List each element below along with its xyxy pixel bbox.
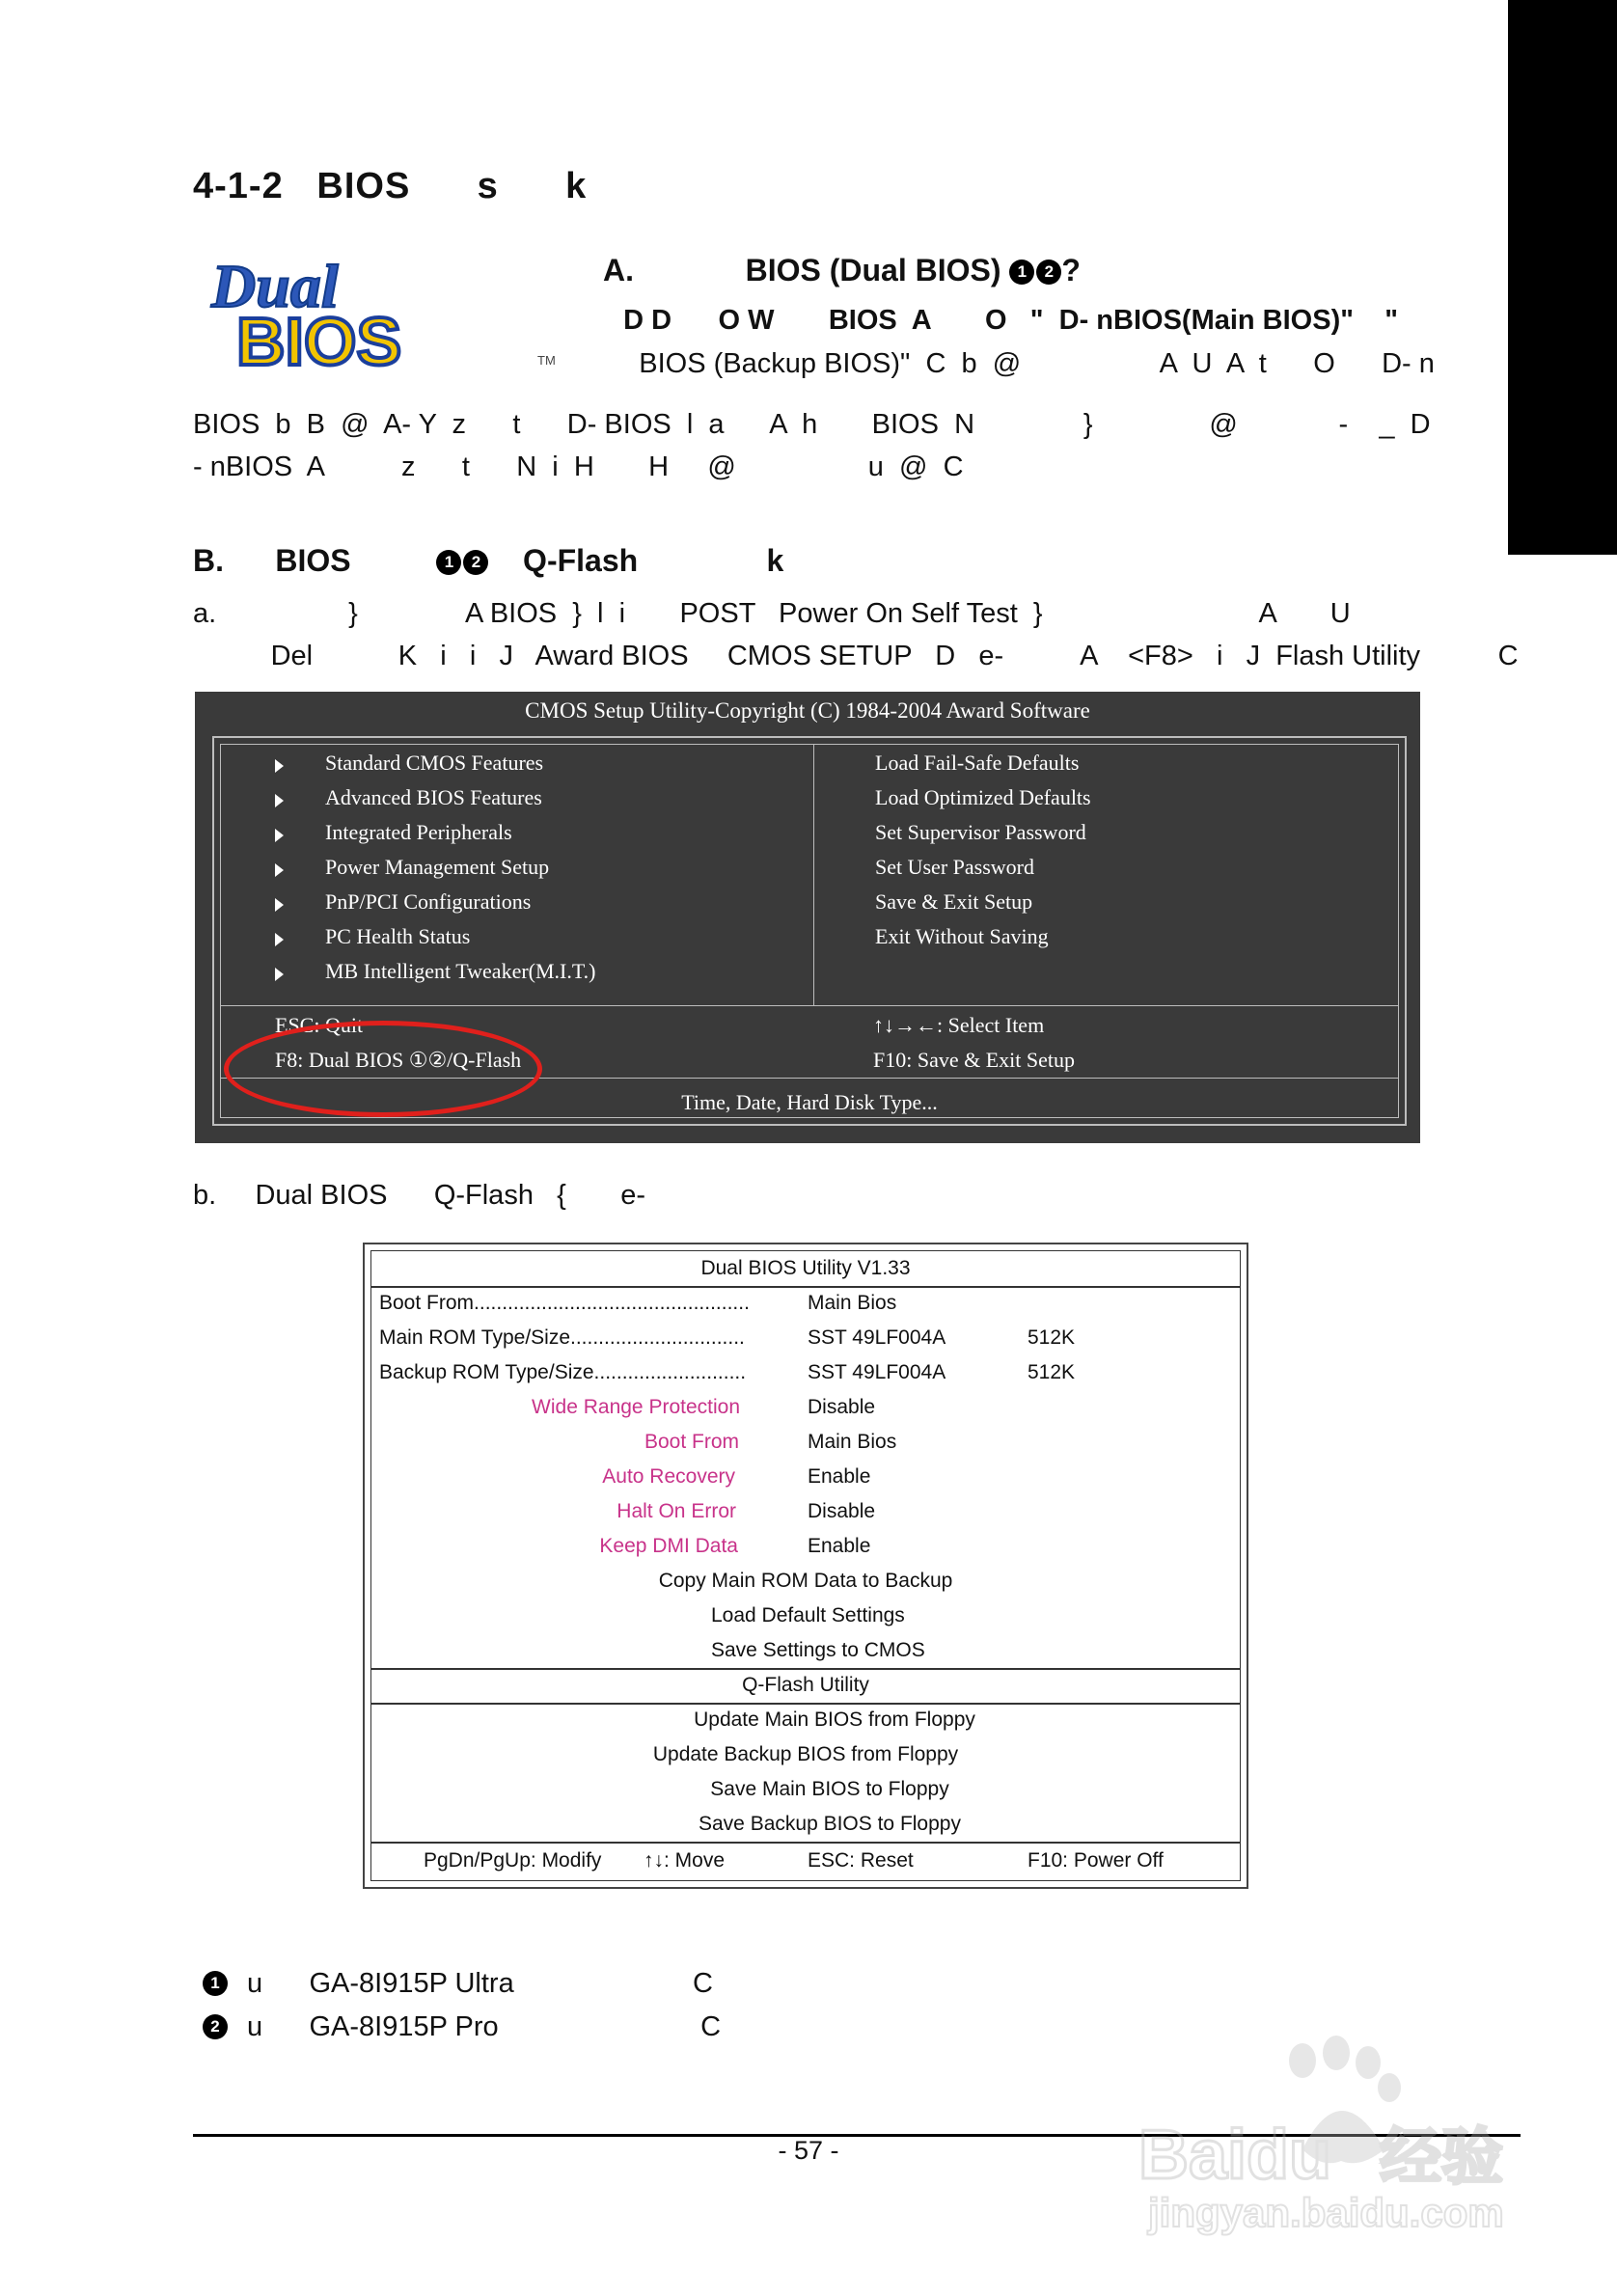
submenu-arrow-icon [275, 794, 284, 807]
action-load-defaults[interactable]: Load Default Settings [711, 1604, 905, 1626]
dual-bios-utility-screen [363, 1243, 1248, 1889]
option-halt-on-error[interactable]: Halt On Error [617, 1500, 736, 1522]
menu-save-exit[interactable]: Save & Exit Setup [875, 889, 1033, 914]
section-a-line-2: BIOS (Backup BIOS)" C b @ A U A t O D- n [600, 348, 1435, 379]
option-value-boot-from[interactable]: Main Bios [808, 1431, 897, 1453]
option-value-auto-recovery[interactable]: Enable [808, 1465, 871, 1488]
circled-two-icon: 2 [1036, 260, 1061, 285]
option-value-halt-on-error[interactable]: Disable [808, 1500, 876, 1522]
submenu-arrow-icon [275, 863, 284, 877]
qflash-title: Q-Flash Utility [742, 1674, 869, 1696]
logo-tm: TM [537, 353, 556, 368]
cmos-help-text: Time, Date, Hard Disk Type... [681, 1090, 938, 1114]
menu-pc-health[interactable]: PC Health Status [325, 924, 471, 948]
qflash-save-main[interactable]: Save Main BIOS to Floppy [710, 1778, 949, 1800]
cmos-title: CMOS Setup Utility-Copyright (C) 1984-2004 Award Software [525, 698, 1090, 723]
section-a-title-text: A. BIOS (Dual BIOS) [603, 253, 1010, 287]
hint-f8-dual-bios: F8: Dual BIOS ①②/Q-Flash [275, 1048, 522, 1072]
hint-f10-save: F10: Save & Exit Setup [873, 1048, 1075, 1072]
hint-select-item: ↑↓→←: Select Item [873, 1013, 1045, 1037]
footer-reset: ESC: Reset [808, 1849, 914, 1872]
section-a-body-1: BIOS b B @ A- Y z t D- BIOS l a A h BIOS N } @ - _ D [193, 409, 1431, 440]
page-number: - 57 - [778, 2136, 839, 2165]
row-value-main-rom: SST 49LF004A [808, 1326, 946, 1349]
section-a-line-1: D D O W BIOS A O " D- nBIOS(Main BIOS)" " [600, 305, 1398, 336]
menu-power-management[interactable]: Power Management Setup [325, 855, 550, 879]
circled-one-icon: 1 [203, 1971, 228, 1996]
row-label-backup-rom: Backup ROM Type/Size........................... [379, 1361, 747, 1383]
row-label-main-rom: Main ROM Type/Size............................... [379, 1326, 745, 1349]
section-a-title-mark: ? [1061, 253, 1081, 287]
footnote-1: u GA-8I915P Ultra C [247, 1968, 713, 1999]
footer-power-off: F10: Power Off [1028, 1849, 1164, 1872]
submenu-arrow-icon [275, 968, 284, 981]
footnote-2: u GA-8I915P Pro C [247, 2011, 722, 2042]
section-b-title [193, 543, 783, 579]
menu-advanced-bios[interactable]: Advanced BIOS Features [325, 785, 542, 809]
side-tab [1508, 0, 1617, 555]
menu-standard-cmos[interactable]: Standard CMOS Features [325, 751, 544, 775]
circled-one-icon: 1 [1009, 260, 1034, 285]
row-extra-backup-rom: 512K [1028, 1361, 1076, 1383]
circled-one-icon: 1 [436, 550, 461, 575]
footer-move: ↑↓: Move [644, 1849, 726, 1872]
section-b-b-line: b. Dual BIOS Q-Flash { e- [193, 1180, 645, 1211]
row-value-boot-from: Main Bios [808, 1292, 897, 1314]
section-b-a-line-1: a. } A BIOS } l i POST Power On Self Test } A U [193, 598, 1351, 629]
side-tab-letter: c [1548, 179, 1558, 204]
footer-modify: PgDn/PgUp: Modify [424, 1849, 602, 1872]
watermark-cn: 经验 [1380, 2122, 1503, 2194]
menu-load-fail-safe[interactable]: Load Fail-Safe Defaults [875, 751, 1080, 775]
section-a-body-2: - nBIOS A z t N i H H @ u @ C [193, 451, 964, 482]
option-value-keep-dmi-data[interactable]: Enable [808, 1535, 871, 1557]
row-extra-main-rom: 512K [1028, 1326, 1076, 1349]
submenu-arrow-icon [275, 829, 284, 842]
hint-esc-quit: ESC: Quit [275, 1013, 364, 1037]
menu-integrated-peripherals[interactable]: Integrated Peripherals [325, 820, 512, 844]
menu-pnp-pci[interactable]: PnP/PCI Configurations [325, 889, 532, 914]
dual-title: Dual BIOS Utility V1.33 [700, 1257, 911, 1279]
option-keep-dmi-data[interactable]: Keep DMI Data [599, 1535, 738, 1557]
circled-two-icon: 2 [463, 550, 488, 575]
watermark-url: jingyan.baidu.com [1148, 2190, 1504, 2235]
action-save-to-cmos[interactable]: Save Settings to CMOS [711, 1639, 925, 1661]
submenu-arrow-icon [275, 898, 284, 912]
section-b-title-pre: B. BIOS [193, 543, 437, 578]
section-b-title-post: Q-Flash k [488, 543, 784, 578]
menu-mit[interactable]: MB Intelligent Tweaker(M.I.T.) [325, 959, 596, 983]
menu-load-optimized[interactable]: Load Optimized Defaults [875, 785, 1091, 809]
highlight-ellipse [224, 1021, 542, 1117]
row-label-boot-from: Boot From................................................. [379, 1292, 750, 1314]
menu-set-user-password[interactable]: Set User Password [875, 855, 1034, 879]
logo-word-dual: Dual [211, 252, 339, 320]
section-a-title [603, 253, 1081, 288]
action-copy-main-rom[interactable]: Copy Main ROM Data to Backup [658, 1570, 953, 1592]
row-value-backup-rom: SST 49LF004A [808, 1361, 946, 1383]
option-value-wide-range-protection[interactable]: Disable [808, 1396, 876, 1418]
submenu-arrow-icon [275, 933, 284, 946]
watermark-brand: Baidu [1138, 2117, 1332, 2194]
qflash-update-main[interactable]: Update Main BIOS from Floppy [694, 1708, 975, 1731]
section-heading: 4-1-2 BIOS s k [193, 166, 588, 206]
logo-word-bios: BIOS [236, 304, 402, 371]
menu-set-supervisor-password[interactable]: Set Supervisor Password [875, 820, 1086, 844]
menu-exit-without-saving[interactable]: Exit Without Saving [875, 924, 1049, 948]
option-boot-from[interactable]: Boot From [644, 1431, 739, 1453]
circled-two-icon: 2 [203, 2014, 228, 2039]
section-b-a-line-2: Del K i i J Award BIOS CMOS SETUP D e- A <F8> i J Flash Utility C [193, 641, 1519, 671]
qflash-update-backup[interactable]: Update Backup BIOS from Floppy [652, 1743, 959, 1765]
qflash-save-backup[interactable]: Save Backup BIOS to Floppy [699, 1813, 961, 1835]
baidu-watermark-logo [1138, 2034, 1544, 2236]
dual-inner-frame [370, 1250, 1241, 1881]
submenu-arrow-icon [275, 759, 284, 773]
dual-bios-logo [198, 251, 579, 371]
option-auto-recovery[interactable]: Auto Recovery [602, 1465, 735, 1488]
option-wide-range-protection[interactable]: Wide Range Protection [532, 1396, 740, 1418]
